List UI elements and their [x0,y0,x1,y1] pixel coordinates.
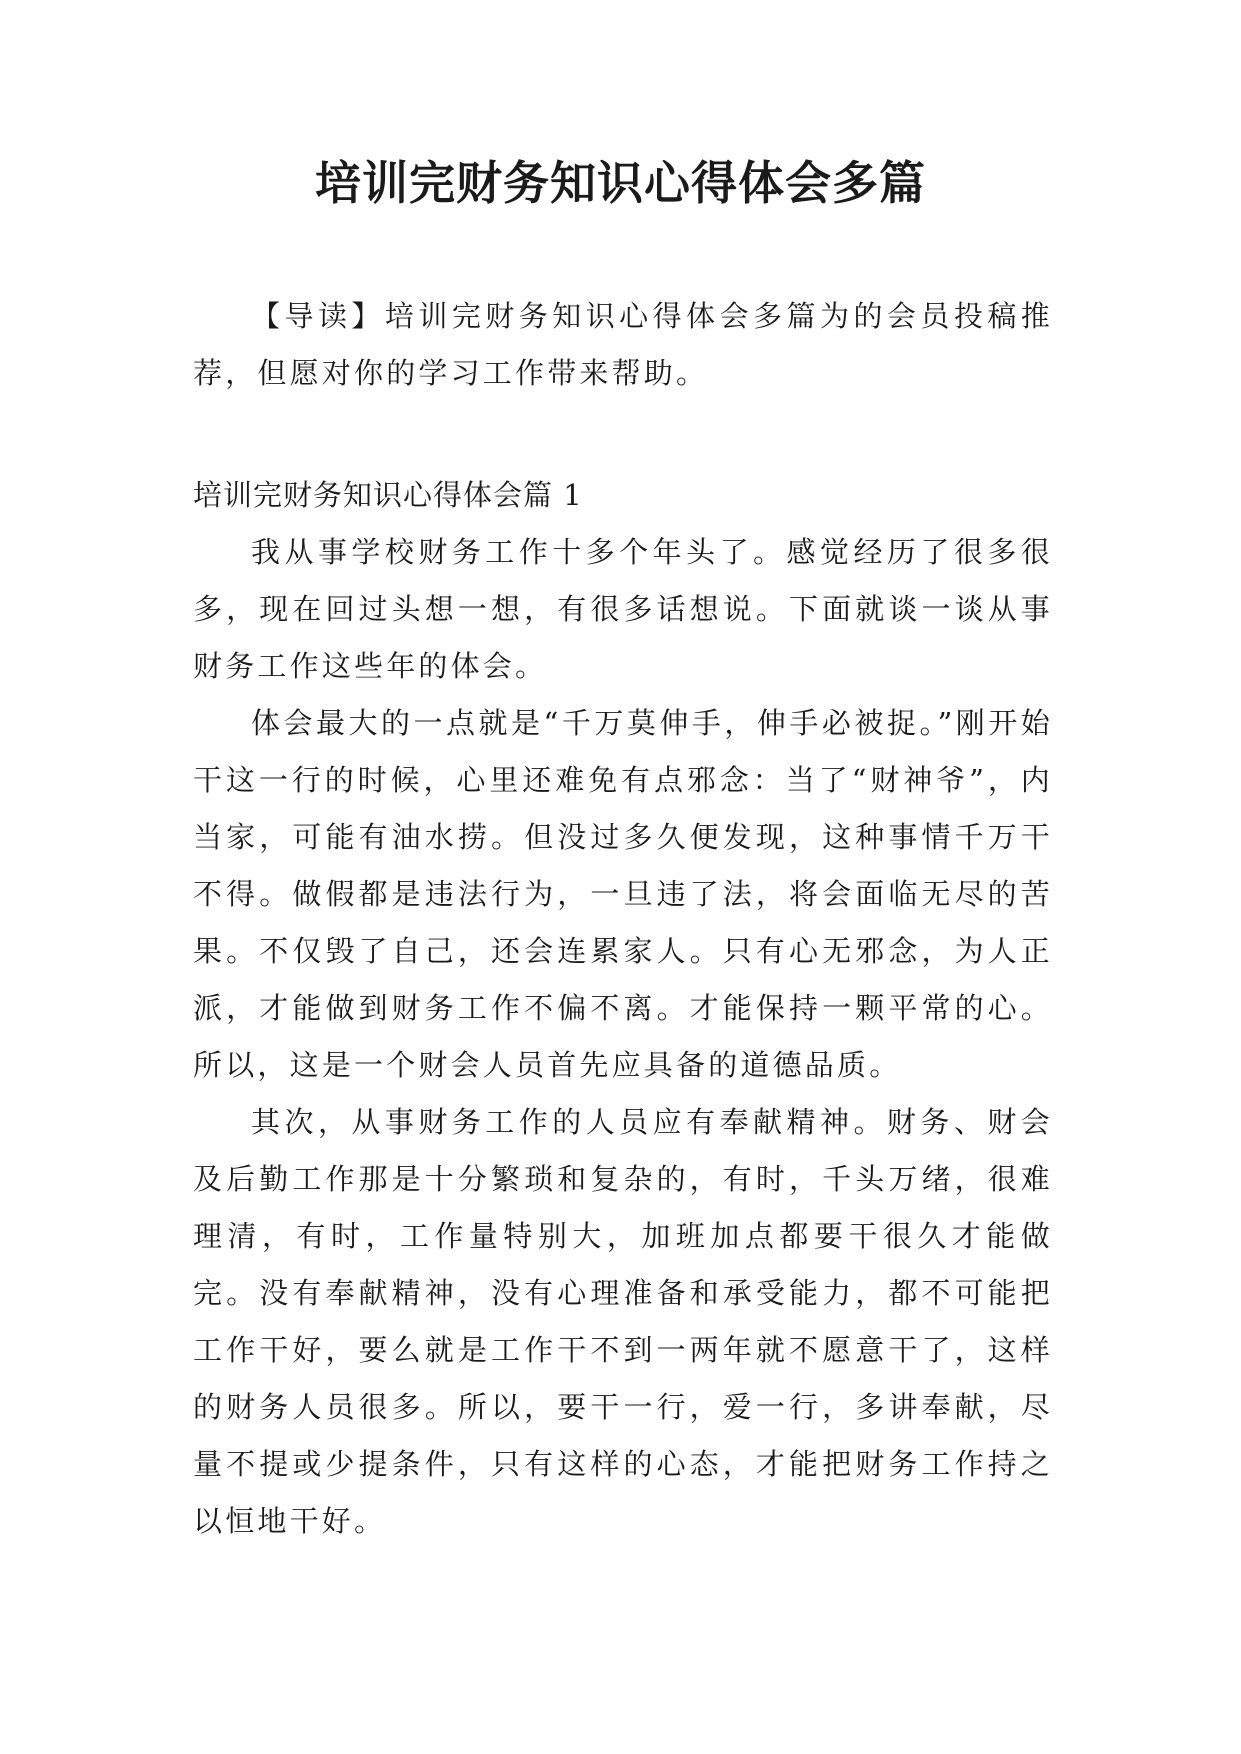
body-text [193,524,1053,1550]
intro-paragraph: 【导读】培训完财务知识心得体会多篇为的会员投稿推荐，但愿对你的学习工作带来帮助。 [193,299,1053,390]
document-title: 培训完财务知识心得体会多篇 [315,156,926,210]
section-heading: 培训完财务知识心得体会篇 1 [193,478,583,512]
paragraph: 体会最大的一点就是“千万莫伸手，伸手必被捉。”刚开始干这一行的时候，心里还难免有点邪念：当了“财神爷”，内当家，可能有油水捞。但没过多久便发现，这种事情千万干不得。做假都是违法行为，一旦违了法，将会面临无尽的苦果。不仅毁了自己，还会连累家人。只有心无邪念，为人正派，才能做到财务工作不偏不离。才能保持一颗平常的心。所以，这是一个财会人员首先应具备的道德品质。 [193,706,1053,1082]
intro-block [193,288,1053,402]
paragraph: 其次，从事财务工作的人员应有奉献精神。财务、财会及后勤工作那是十分繁琐和复杂的，有时，千头万绪，很难理清，有时，工作量特别大，加班加点都要干很久才能做完。没有奉献精神，没有心理准备和承受能力，都不可能把工作干好，要么就是工作干不到一两年就不愿意干了，这样的财务人员很多。所以，要干一行，爱一行，多讲奉献，尽量不提或少提条件，只有这样的心态，才能把财务工作持之以恒地干好。 [193,1105,1053,1538]
paragraph: 我从事学校财务工作十多个年头了。感觉经历了很多很多，现在回过头想一想，有很多话想说。下面就谈一谈从事财务工作这些年的体会。 [193,535,1053,683]
